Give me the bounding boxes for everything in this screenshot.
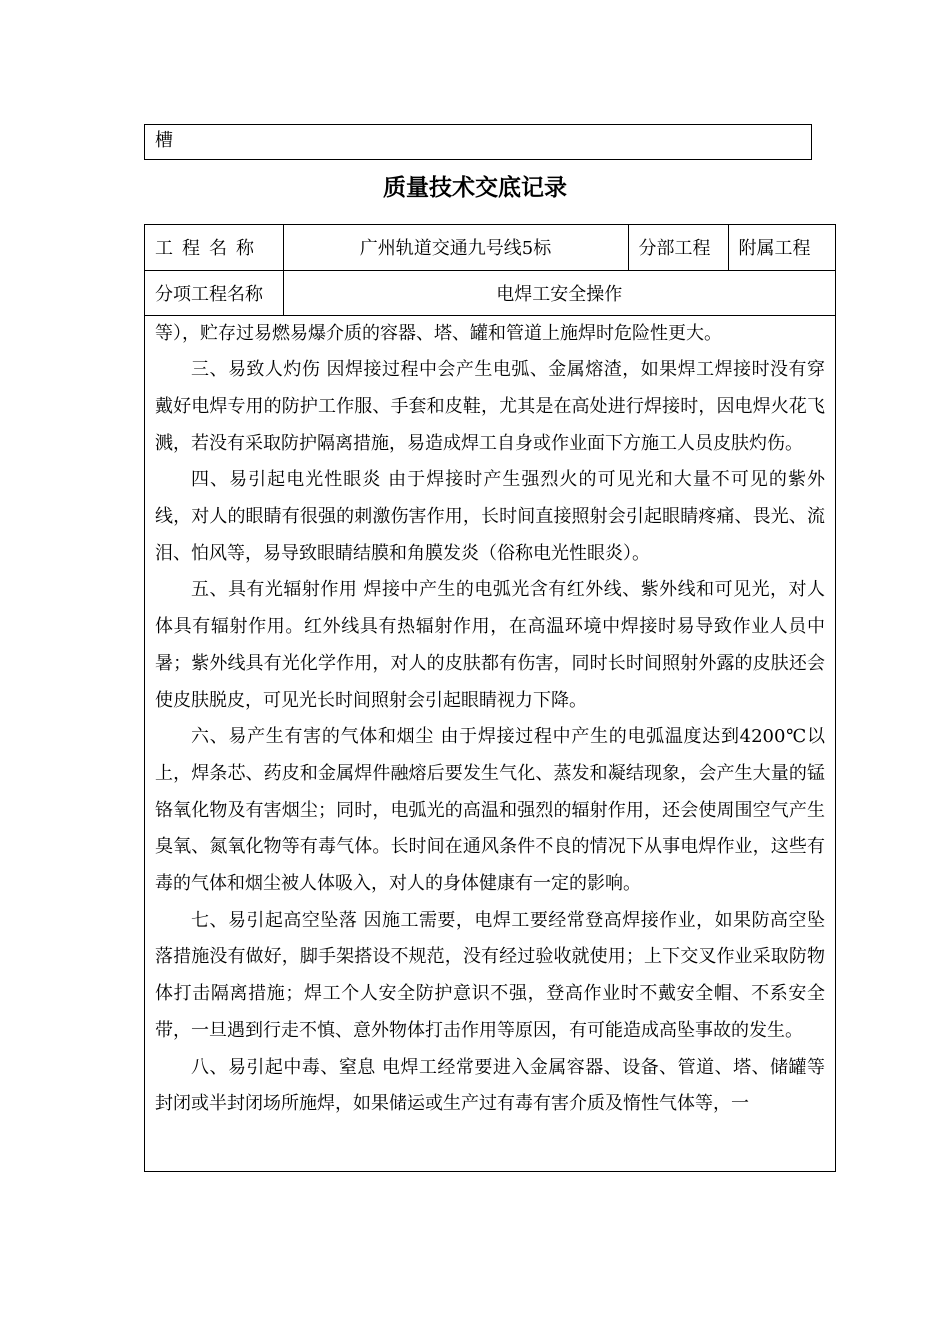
disclosure-content — [145, 316, 835, 1123]
division-value: 附属工程 — [728, 225, 835, 270]
page-title: 质量技术交底记录 — [383, 175, 567, 201]
top-box-text: 槽 — [155, 130, 173, 151]
subitem-value: 电焊工安全操作 — [283, 270, 835, 315]
paragraph-gas-hazard: 六、易产生有害的气体和烟尘 由于焊接过程中产生的电弧温度达到4200℃以上，焊条芯、药皮和金属焊件融熔后要发生气化、蒸发和凝结现象，会产生大量的锰铬氧化物及有害烟尘；同时，电弧光的高温和强烈的辐射作用，还会使周围空气产生臭氧、氮氧化物等有毒气体。长时间在通风条件不良的情况下从事电焊作业，这些有毒的气体和烟尘被人体吸入，对人的身体健康有一定的影响。 — [155, 726, 825, 895]
header-row-subitem — [145, 270, 835, 315]
project-name-label: 工程名称 — [145, 225, 283, 270]
header-table — [145, 225, 835, 316]
paragraph-radiation-hazard: 五、具有光辐射作用 焊接中产生的电弧光含有红外线、紫外线和可见光，对人体具有辐射作用。红外线具有热辐射作用，在高温环境中焊接时易导致作业人员中暑；紫外线具有光化学作用，对人的皮肤都有伤害，同时长时间照射外露的皮肤还会使皮肤脱皮，可见光长时间照射会引起眼睛视力下降。 — [155, 579, 825, 711]
paragraph-burn-hazard: 三、易致人灼伤 因焊接过程中会产生电弧、金属熔渣，如果焊工焊接时没有穿戴好电焊专用的防护工作服、手套和皮鞋，尤其是在高处进行焊接时，因电焊火花飞溅，若没有采取防护隔离措施，易造成焊工自身或作业面下方施工人员皮肤灼伤。 — [155, 359, 825, 454]
record-table — [144, 224, 836, 1172]
paragraph-continued: 等），贮存过易燃易爆介质的容器、塔、罐和管道上施焊时危险性更大。 — [155, 322, 722, 344]
header-row-project — [145, 225, 835, 270]
subitem-label: 分项工程名称 — [145, 270, 283, 315]
paragraph-poisoning-hazard: 八、易引起中毒、窒息 电焊工经常要进入金属容器、设备、管道、塔、储罐等封闭或半封闭场所施焊，如果储运或生产过有毒有害介质及惰性气体等，一 — [155, 1056, 825, 1115]
paragraph-fall-hazard: 七、易引起高空坠落 因施工需要，电焊工要经常登高焊接作业，如果防高空坠落措施没有做好，脚手架搭设不规范，没有经过验收就使用；上下交叉作业采取防物体打击隔离措施；焊工个人安全防护意识不强，登高作业时不戴安全帽、不系安全带，一旦遇到行走不慎、意外物体打击作用等原因，有可能造成高坠事故的发生。 — [155, 909, 825, 1041]
top-continuation-box — [144, 124, 812, 160]
paragraph-eye-hazard: 四、易引起电光性眼炎 由于焊接时产生强烈火的可见光和大量不可见的紫外线，对人的眼睛有很强的刺激伤害作用，长时间直接照射会引起眼睛疼痛、畏光、流泪、怕风等，易导致眼睛结膜和角膜发炎（俗称电光性眼炎）。 — [155, 469, 825, 564]
project-name-value: 广州轨道交通九号线5标 — [283, 225, 628, 270]
division-label: 分部工程 — [628, 225, 728, 270]
